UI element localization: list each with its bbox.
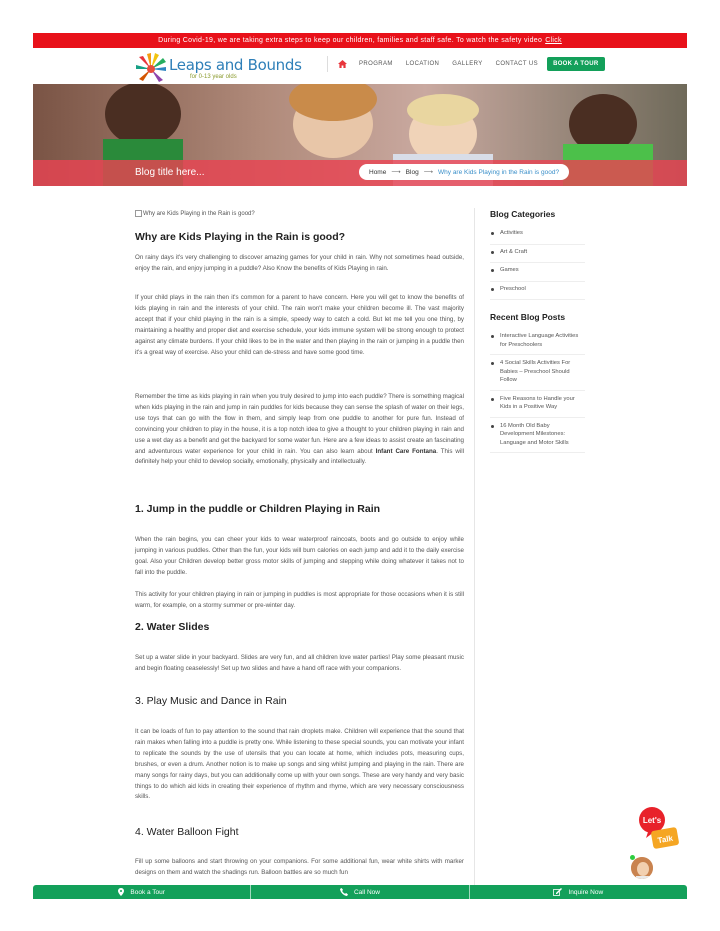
book-a-tour-button[interactable]: BOOK A TOUR: [547, 57, 604, 71]
article-title: Why are Kids Playing in the Rain is good?: [135, 231, 346, 243]
recent-post-item[interactable]: 4 Social Skills Activities For Babies – Preschool Should Follow: [490, 359, 585, 391]
hands-logo-icon: [135, 53, 167, 83]
alert-text: During Covid-19, we are taking extra steps to keep our children, families and staff safe. To watch the safety video: [158, 37, 543, 44]
breadcrumb-current: Why are Kids Playing in the Rain is good?: [438, 168, 560, 176]
paragraph-text: . This will definitely help your child to develop socially, emotionally, physically and intellectually.: [135, 447, 464, 466]
breadcrumb: [359, 164, 569, 180]
hero-banner: [33, 84, 687, 186]
section-3-paragraph: It can be loads of fun to pay attention to the sound that rain droplets make. Children will experience that the sound that rain makes when falling into a puddle is pretty one. While listening to these special sounds, you can motivate your infant to replicate the sounds by the use of utensils that you can locate at home, which includes pots, measuring cups, brushes, or even a drum. Another notion is to make up songs and sing whilst jumping and playing in the rain. There are many songs for rainy days, but you can additionally come up with your own songs. These are very handy and very basic things to do which aid kids in creating their experience of rhythm and rhyme, which are very necessary consciousness skills.: [135, 728, 464, 801]
article-image: [135, 210, 255, 217]
edit-icon: [553, 888, 562, 896]
article-paragraph-2: [135, 392, 464, 468]
lets-talk-chat-icon[interactable]: [634, 805, 684, 855]
section-4-title: 4. Water Balloon Fight: [135, 826, 239, 838]
recent-posts-list: [490, 332, 585, 457]
infant-care-fontana-link[interactable]: Infant Care Fontana: [375, 447, 437, 455]
arrow-right-icon: ⟶: [391, 169, 401, 176]
covid-alert-bar: [33, 33, 687, 48]
site-header: [33, 48, 687, 84]
book-tour-label: Book a Tour: [130, 888, 165, 896]
online-status-dot: [630, 855, 635, 860]
logo[interactable]: [135, 53, 305, 83]
chat-bubble-text-2: Talk: [656, 833, 674, 846]
breadcrumb-blog[interactable]: Blog: [405, 168, 419, 176]
call-now-label: Call Now: [353, 888, 380, 896]
category-item[interactable]: Activities: [490, 229, 585, 245]
nav-item-location[interactable]: LOCATION: [405, 61, 440, 67]
nav-item-gallery[interactable]: GALLERY: [452, 61, 483, 67]
phone-icon: [340, 888, 348, 896]
nav-item-contact[interactable]: CONTACT US: [495, 61, 539, 67]
brand-tagline: for 0-13 year olds: [190, 74, 237, 80]
inquire-now-label: Inquire Now: [568, 888, 604, 896]
section-1-paragraph-2: This activity for your children playing in rain or jumping in puddles is most appropriate for those occasions when it is still warm, for example, on a stormy summer or pre-winter day.: [135, 591, 464, 609]
broken-image-icon: [135, 210, 142, 217]
blog-categories-list: [490, 229, 585, 303]
sidebar-divider: [474, 208, 475, 886]
section-2-title: 2. Water Slides: [135, 621, 210, 633]
article-intro: On rainy days it's very challenging to discover amazing games for your child in rain. Why not sometimes head outside, enjoy the rain, and enjoy jumping in a puddle? Also Know the benefits of Kids Playing in rain.: [135, 254, 464, 272]
article-image-alt: Why are Kids Playing in the Rain is good?: [143, 210, 255, 217]
recent-post-item[interactable]: Interactive Language Activities for Preschoolers: [490, 332, 585, 355]
arrow-right-icon: ⟶: [423, 169, 434, 176]
home-icon[interactable]: [334, 56, 350, 72]
recent-post-item[interactable]: 16 Month Old Baby Development Milestones: Language and Motor Skills: [490, 422, 585, 454]
section-3-title: 3. Play Music and Dance in Rain: [135, 695, 287, 707]
category-item[interactable]: Preschool: [490, 285, 585, 301]
inquire-now-action[interactable]: [470, 885, 687, 899]
breadcrumb-home[interactable]: Home: [369, 168, 387, 176]
section-1-title: 1. Jump in the puddle or Children Playing in Rain: [135, 503, 381, 515]
section-4-paragraph: Fill up some balloons and start throwing on your companions. For some additional fun, wear white shirts with marker designs on them and watch the shadings run. Balloon battles are so much fun: [135, 858, 464, 876]
category-item[interactable]: Art & Craft: [490, 248, 585, 264]
blog-categories-title: Blog Categories: [490, 209, 556, 219]
safety-video-link[interactable]: Click: [545, 37, 562, 44]
main-nav: [327, 56, 605, 72]
book-tour-action[interactable]: [33, 885, 251, 899]
chat-bubble-text-1: Let's: [642, 816, 662, 825]
recent-posts-title: Recent Blog Posts: [490, 312, 566, 322]
paragraph-text: Remember the time as kids playing in rain when you truly desired to jump into each puddle? There is something magical when kids playing in the rain and jump in rain puddles for kids because they can sense the splash of water on their legs, use toys that can go with the flow in them, and simply leap from one puddle to another for pure fun. Instead of convincing your children to play in the house, it is a top notch idea to give a thought to your children playing in rain and use a wet day as a benefit and get the backyard for some water fun. Here are a few ideas to assist create an fascinating and adventurous water experience for your child in rain. You can also learn about: [135, 393, 464, 455]
article-paragraph-1: If your child plays in the rain then it's common for a parent to have concern. Here you will get to know the benefits of kids playing in rain and the interests of your child. The rain won't make your children become ill. The vast majority accept that if your child playing in the rain is a simple, speedy way to catch a cold. But let me tell you one thing, by maintaining a healthy and proper diet and exercise schedule, your kids immune system will be strong enough to protect against any climate burdens. If your child likes to be in the water and then playing in the rain or jumping in a puddle then it's a great way of exercise. Also your child can de-stress and have some good time.: [135, 294, 464, 356]
category-item[interactable]: Games: [490, 266, 585, 282]
section-2-paragraph: Set up a water slide in your backyard. Slides are very fun, and all children love water parties! Play some pleasant music and begin floating ceaselessly! Set up two slides and have a hand off race with your companions.: [135, 654, 464, 672]
brand-name: Leaps and Bounds: [169, 56, 302, 74]
sticky-action-bar: [33, 885, 687, 899]
call-now-action[interactable]: [251, 885, 469, 899]
hero-title: Blog title here...: [135, 167, 205, 178]
map-pin-icon: [118, 888, 124, 896]
section-1-paragraph-1: When the rain begins, you can cheer your kids to wear waterproof raincoats, boots and go outside to enjoy while jumping in various puddles. Other than the fun, your kids will burn calories on each jump and add it to the daily exercise goal. Also your Children develop better gross motor skills of jumping and stepping while doing whatever it takes not to fall into the puddle.: [135, 536, 464, 576]
recent-post-item[interactable]: Five Reasons to Handle your Kids in a Positive Way: [490, 395, 585, 418]
nav-item-program[interactable]: PROGRAM: [359, 61, 393, 67]
